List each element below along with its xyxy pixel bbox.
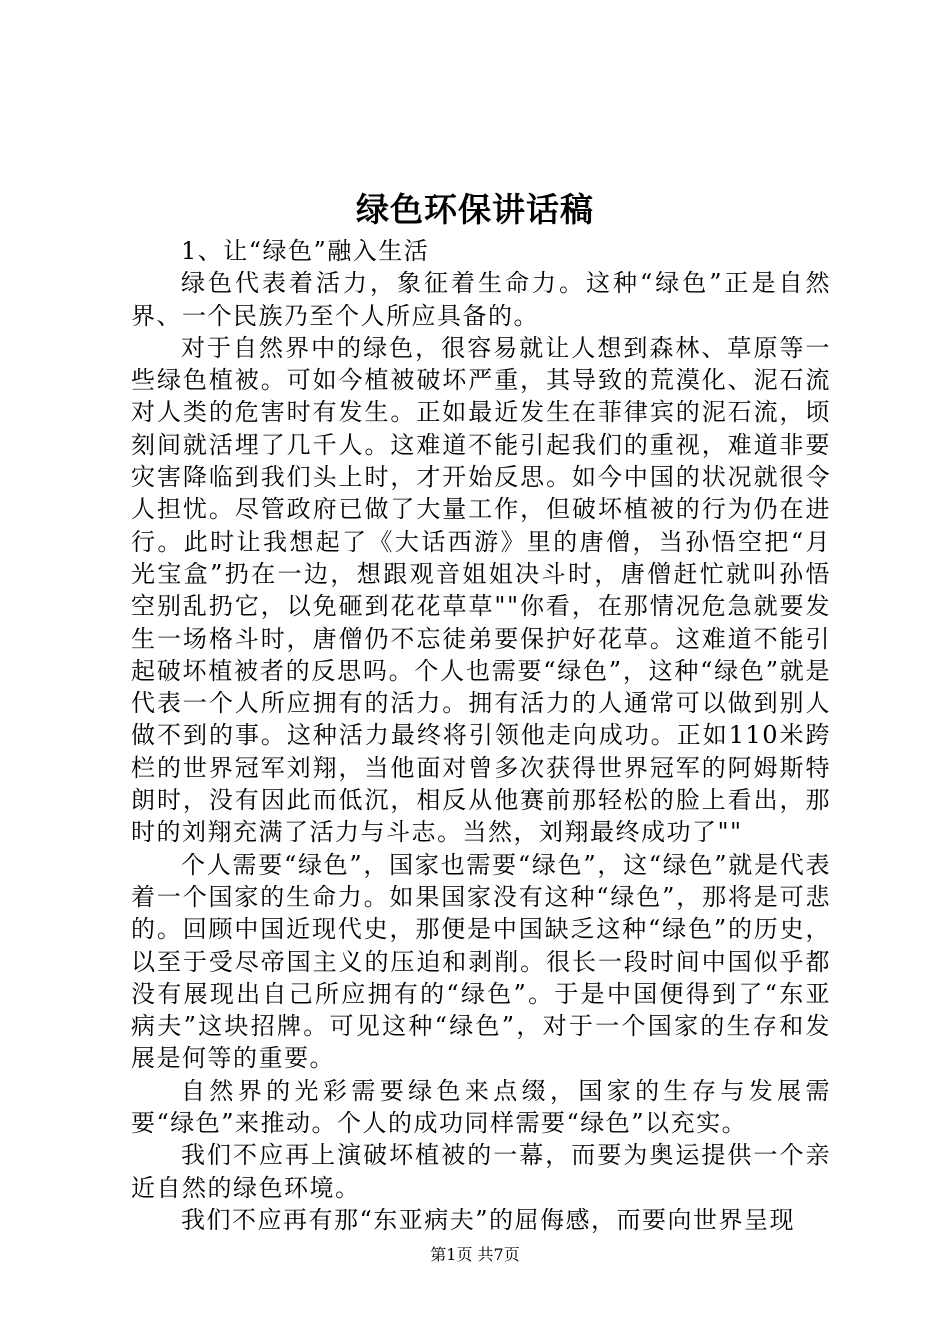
document-body bbox=[131, 235, 831, 1236]
document-title: 绿色环保讲话稿 bbox=[356, 190, 594, 229]
paragraph: 我们不应再有那“东亚病夫”的屈侮感，而要向世界呈现 bbox=[181, 1205, 796, 1234]
paragraph: 绿色代表着活力，象征着生命力。这种“绿色”正是自然界、一个民族乃至个人所应具备的。 bbox=[131, 269, 831, 330]
paragraph: 自然界的光彩需要绿色来点缀，国家的生存与发展需要“绿色”来推动。个人的成功同样需要“绿色”以充实。 bbox=[131, 1076, 831, 1138]
paragraph-heading: 1、让“绿色”融入生活 bbox=[181, 237, 430, 265]
paragraph: 对于自然界中的绿色，很容易就让人想到森林、草原等一些绿色植被。可如今植被破坏严重，其导致的荒漠化、泥石流对人类的危害时有发生。正如最近发生在菲律宾的泥石流，顷刻间就活埋了几千人。这难道不能引起我们的重视，难道非要灾害降临到我们头上时，才开始反思。如今中国的状况就很令人担忧。尽管政府已做了大量工作，但破坏植被的行为仍在进行。此时让我想起了《大话西游》里的唐僧，当孙悟空把“月光宝盒”扔在一边，想跟观音姐姐决斗时，唐僧赶忙就叫孙悟空别乱扔它，以免砸到花花草草""你看，在那情况危急就要发生一场格斗时，唐僧仍不忘徒弟要保护好花草。这难道不能引起破坏植被者的反思吗。个人也需要“绿色”，这种“绿色”就是代表一个人所应拥有的活力。拥有活力的人通常可以做到别人做不到的事。这种活力最终将引领他走向成功。正如110米跨栏的世界冠军刘翔，当他面对曾多次获得世界冠军的阿姆斯特朗时，没有因此而低沉，相反从他赛前那轻松的脸上看出，那时的刘翔充满了活力与斗志。当然，刘翔最终成功了"" bbox=[131, 333, 831, 847]
page-footer: 第1页 共7页 bbox=[430, 1245, 520, 1264]
paragraph: 个人需要“绿色”，国家也需要“绿色”，这“绿色”就是代表着一个国家的生命力。如果国家没有这种“绿色”，那将是可悲的。回顾中国近现代史，那便是中国缺乏这种“绿色”的历史，以至于受尽帝国主义的压迫和剥削。很长一段时间中国似乎都没有展现出自己所应拥有的“绿色”。于是中国便得到了“东亚病夫”这块招牌。可见这种“绿色”，对于一个国家的生存和发展是何等的重要。 bbox=[131, 850, 831, 1073]
paragraph: 我们不应再上演破坏植被的一幕，而要为奥运提供一个亲近自然的绿色环境。 bbox=[131, 1141, 831, 1202]
